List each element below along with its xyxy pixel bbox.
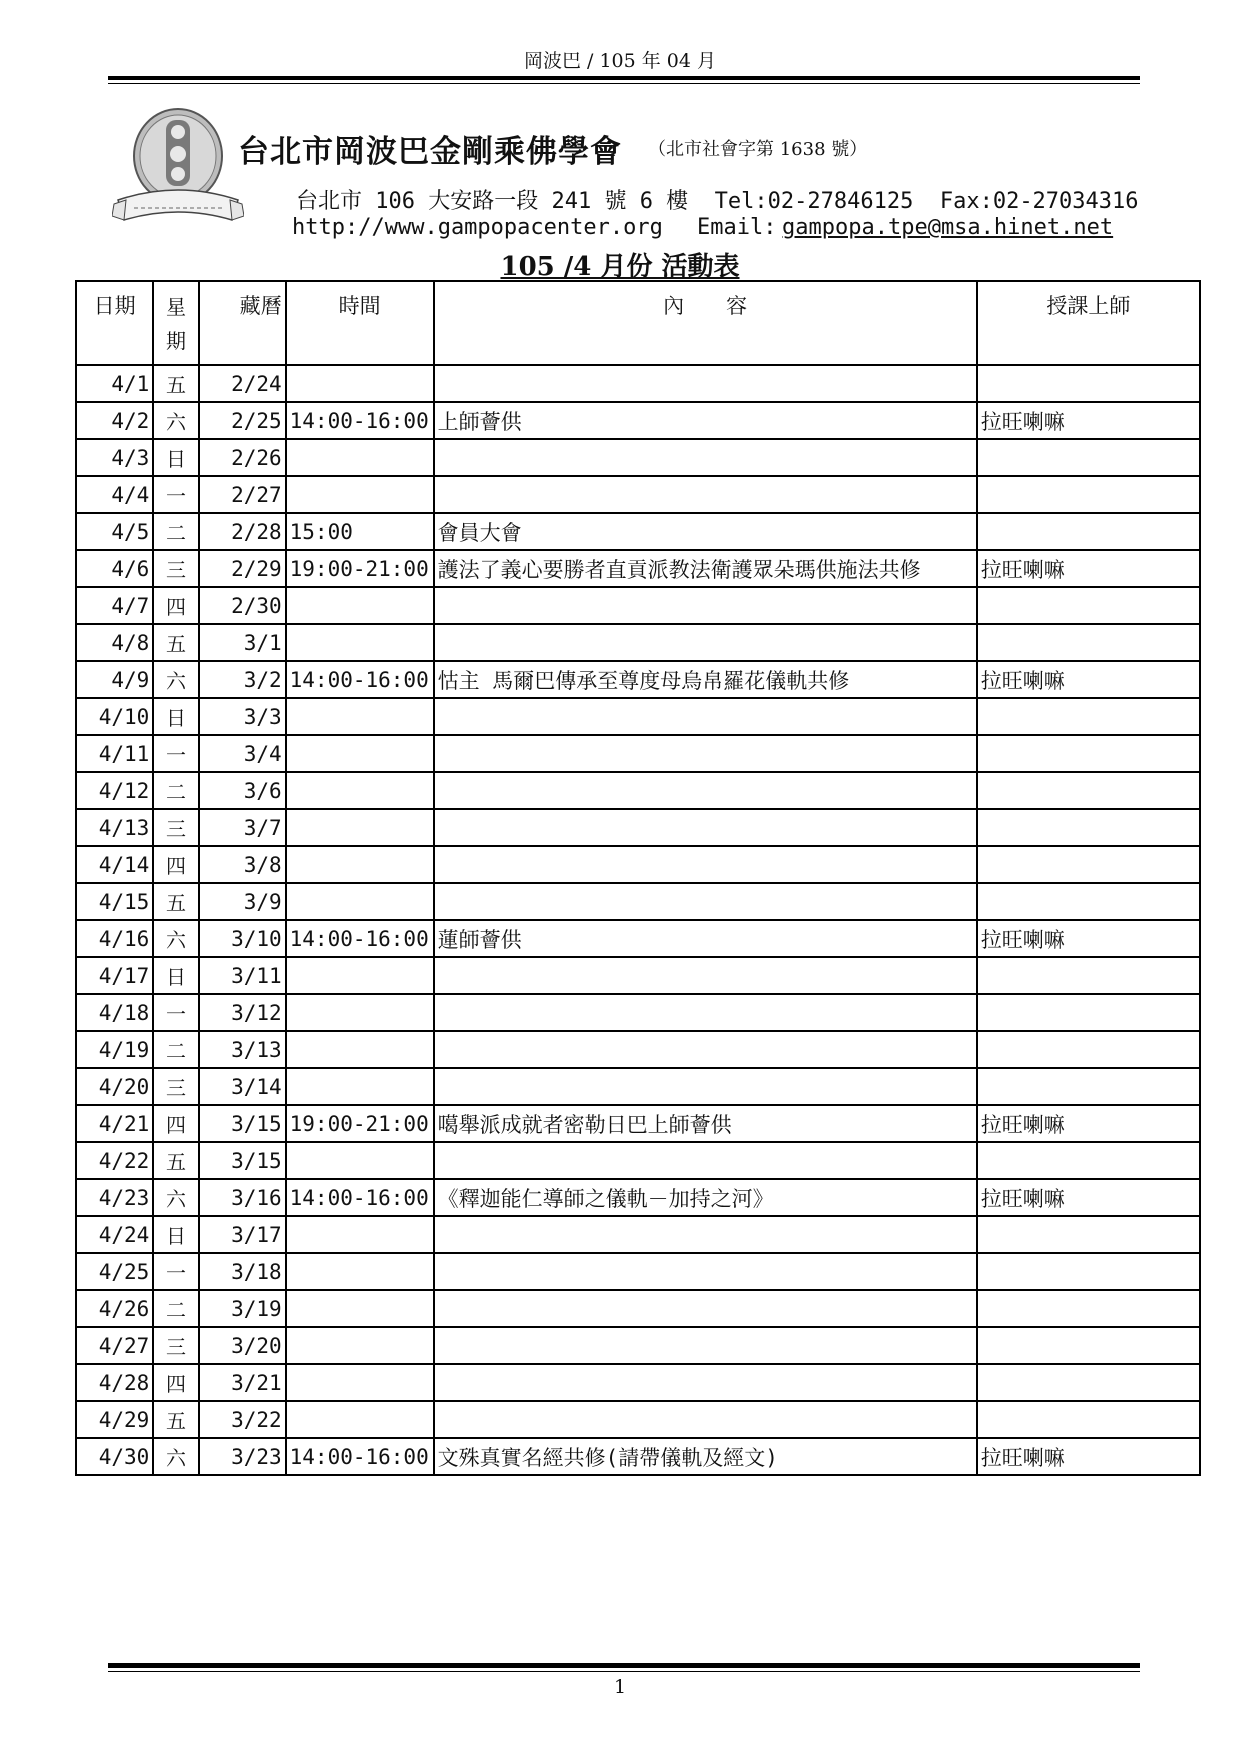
- table-row: [76, 1253, 1200, 1290]
- cell-content: [434, 1364, 977, 1401]
- cell-day-of-week: 日: [153, 698, 198, 735]
- table-row: [76, 402, 1200, 439]
- cell-content: [434, 994, 977, 1031]
- cell-teacher: 拉旺喇嘛: [977, 1105, 1200, 1142]
- cell-teacher: [977, 587, 1200, 624]
- cell-date: 4/4: [76, 476, 153, 513]
- header-rule-thin: [108, 83, 1140, 84]
- cell-teacher: [977, 1290, 1200, 1327]
- cell-teacher: [977, 365, 1200, 402]
- cell-time: [286, 439, 434, 476]
- table-row: [76, 1327, 1200, 1364]
- cell-date: 4/1: [76, 365, 153, 402]
- cell-time: [286, 994, 434, 1031]
- cell-tibetan-date: 3/14: [199, 1068, 286, 1105]
- cell-tibetan-date: 3/17: [199, 1216, 286, 1253]
- cell-content: 上師薈供: [434, 402, 977, 439]
- cell-teacher: [977, 1068, 1200, 1105]
- cell-tibetan-date: 3/1: [199, 624, 286, 661]
- cell-date: 4/7: [76, 587, 153, 624]
- cell-time: 19:00-21:00: [286, 550, 434, 587]
- table-row: [76, 809, 1200, 846]
- organization-name: 台北市岡波巴金剛乘佛學會: [238, 134, 622, 170]
- cell-content: 護法了義心要勝者直貢派教法衛護眾朵瑪供施法共修: [434, 550, 977, 587]
- table-row: [76, 846, 1200, 883]
- cell-tibetan-date: 3/22: [199, 1401, 286, 1438]
- cell-tibetan-date: 3/16: [199, 1179, 286, 1216]
- cell-tibetan-date: 2/30: [199, 587, 286, 624]
- cell-teacher: [977, 809, 1200, 846]
- cell-tibetan-date: 3/3: [199, 698, 286, 735]
- cell-day-of-week: 日: [153, 439, 198, 476]
- cell-content: [434, 1031, 977, 1068]
- cell-date: 4/9: [76, 661, 153, 698]
- cell-content: [434, 365, 977, 402]
- cell-content: [434, 1253, 977, 1290]
- cell-content: [434, 1216, 977, 1253]
- cell-time: [286, 1142, 434, 1179]
- cell-content: 噶舉派成就者密勒日巴上師薈供: [434, 1105, 977, 1142]
- header-content: 內 容: [434, 281, 977, 365]
- cell-content: [434, 1401, 977, 1438]
- header-tibetan-calendar: 藏曆: [199, 281, 286, 365]
- cell-day-of-week: 一: [153, 735, 198, 772]
- footer-rule-thin: [108, 1671, 1140, 1672]
- cell-content: 蓮師薈供: [434, 920, 977, 957]
- cell-tibetan-date: 3/21: [199, 1364, 286, 1401]
- cell-teacher: [977, 846, 1200, 883]
- cell-date: 4/26: [76, 1290, 153, 1327]
- cell-content: [434, 735, 977, 772]
- cell-content: [434, 439, 977, 476]
- cell-content: 怙主 馬爾巴傳承至尊度母烏帛羅花儀軌共修: [434, 661, 977, 698]
- cell-teacher: [977, 1031, 1200, 1068]
- table-row: [76, 1142, 1200, 1179]
- cell-teacher: [977, 1253, 1200, 1290]
- cell-tibetan-date: 3/6: [199, 772, 286, 809]
- cell-tibetan-date: 3/10: [199, 920, 286, 957]
- cell-tibetan-date: 3/2: [199, 661, 286, 698]
- cell-date: 4/27: [76, 1327, 153, 1364]
- cell-time: [286, 1290, 434, 1327]
- cell-date: 4/19: [76, 1031, 153, 1068]
- cell-teacher: [977, 513, 1200, 550]
- cell-day-of-week: 六: [153, 1438, 198, 1475]
- cell-date: 4/22: [76, 1142, 153, 1179]
- cell-content: [434, 1290, 977, 1327]
- cell-content: [434, 883, 977, 920]
- table-row: [76, 1179, 1200, 1216]
- cell-teacher: [977, 1364, 1200, 1401]
- cell-content: [434, 809, 977, 846]
- cell-time: [286, 476, 434, 513]
- cell-time: [286, 1327, 434, 1364]
- cell-content: [434, 476, 977, 513]
- cell-time: [286, 1401, 434, 1438]
- cell-date: 4/24: [76, 1216, 153, 1253]
- cell-teacher: 拉旺喇嘛: [977, 661, 1200, 698]
- cell-tibetan-date: 2/26: [199, 439, 286, 476]
- table-row: [76, 957, 1200, 994]
- cell-time: [286, 1031, 434, 1068]
- cell-day-of-week: 二: [153, 513, 198, 550]
- cell-teacher: 拉旺喇嘛: [977, 1438, 1200, 1475]
- cell-date: 4/28: [76, 1364, 153, 1401]
- website-link[interactable]: http://www.gampopacenter.org: [292, 215, 663, 240]
- cell-date: 4/13: [76, 809, 153, 846]
- cell-date: 4/2: [76, 402, 153, 439]
- cell-time: [286, 1068, 434, 1105]
- registration-number: （北市社會字第 1638 號）: [648, 139, 868, 160]
- cell-content: 會員大會: [434, 513, 977, 550]
- cell-date: 4/17: [76, 957, 153, 994]
- cell-date: 4/14: [76, 846, 153, 883]
- table-row: [76, 365, 1200, 402]
- running-header: 岡波巴 / 105 年 04 月: [523, 50, 717, 72]
- cell-date: 4/21: [76, 1105, 153, 1142]
- cell-content: [434, 698, 977, 735]
- cell-tibetan-date: 3/19: [199, 1290, 286, 1327]
- cell-teacher: [977, 1401, 1200, 1438]
- cell-day-of-week: 三: [153, 1068, 198, 1105]
- cell-tibetan-date: 2/27: [199, 476, 286, 513]
- table-row: [76, 698, 1200, 735]
- cell-day-of-week: 日: [153, 957, 198, 994]
- cell-content: [434, 1142, 977, 1179]
- cell-time: [286, 698, 434, 735]
- cell-teacher: [977, 439, 1200, 476]
- cell-teacher: [977, 772, 1200, 809]
- cell-tibetan-date: 3/11: [199, 957, 286, 994]
- table-row: [76, 1105, 1200, 1142]
- cell-date: 4/30: [76, 1438, 153, 1475]
- cell-tibetan-date: 3/20: [199, 1327, 286, 1364]
- cell-date: 4/15: [76, 883, 153, 920]
- cell-day-of-week: 五: [153, 1142, 198, 1179]
- cell-tibetan-date: 3/18: [199, 1253, 286, 1290]
- cell-teacher: [977, 1142, 1200, 1179]
- table-row: [76, 439, 1200, 476]
- schedule-table: [75, 280, 1201, 1476]
- cell-time: 14:00-16:00: [286, 1179, 434, 1216]
- table-row: [76, 1401, 1200, 1438]
- cell-time: [286, 809, 434, 846]
- cell-day-of-week: 五: [153, 1401, 198, 1438]
- cell-day-of-week: 五: [153, 883, 198, 920]
- cell-teacher: [977, 698, 1200, 735]
- cell-content: 文殊真實名經共修(請帶儀軌及經文): [434, 1438, 977, 1475]
- cell-tibetan-date: 3/15: [199, 1105, 286, 1142]
- cell-day-of-week: 三: [153, 550, 198, 587]
- cell-tibetan-date: 2/28: [199, 513, 286, 550]
- table-header-row: [76, 281, 1200, 365]
- cell-content: [434, 957, 977, 994]
- table-row: [76, 587, 1200, 624]
- schedule-body: [76, 365, 1200, 1475]
- cell-time: 19:00-21:00: [286, 1105, 434, 1142]
- table-row: [76, 735, 1200, 772]
- cell-day-of-week: 三: [153, 1327, 198, 1364]
- cell-date: 4/3: [76, 439, 153, 476]
- cell-day-of-week: 四: [153, 1105, 198, 1142]
- cell-date: 4/5: [76, 513, 153, 550]
- cell-teacher: [977, 1327, 1200, 1364]
- cell-content: [434, 846, 977, 883]
- cell-day-of-week: 二: [153, 1290, 198, 1327]
- cell-date: 4/18: [76, 994, 153, 1031]
- cell-teacher: 拉旺喇嘛: [977, 550, 1200, 587]
- cell-day-of-week: 二: [153, 772, 198, 809]
- cell-day-of-week: 四: [153, 1364, 198, 1401]
- header-time: 時間: [286, 281, 434, 365]
- table-row: [76, 1068, 1200, 1105]
- cell-content: [434, 624, 977, 661]
- cell-time: [286, 957, 434, 994]
- cell-time: [286, 1253, 434, 1290]
- cell-time: 14:00-16:00: [286, 661, 434, 698]
- cell-teacher: [977, 994, 1200, 1031]
- cell-tibetan-date: 3/23: [199, 1438, 286, 1475]
- cell-time: [286, 1216, 434, 1253]
- cell-tibetan-date: 2/29: [199, 550, 286, 587]
- cell-time: 15:00: [286, 513, 434, 550]
- cell-day-of-week: 五: [153, 624, 198, 661]
- cell-tibetan-date: 3/15: [199, 1142, 286, 1179]
- table-row: [76, 920, 1200, 957]
- schedule-title: [0, 246, 1240, 283]
- cell-time: 14:00-16:00: [286, 920, 434, 957]
- table-row: [76, 1031, 1200, 1068]
- cell-day-of-week: 六: [153, 661, 198, 698]
- table-row: [76, 1216, 1200, 1253]
- cell-teacher: [977, 957, 1200, 994]
- cell-tibetan-date: 3/7: [199, 809, 286, 846]
- cell-day-of-week: 一: [153, 994, 198, 1031]
- cell-teacher: [977, 476, 1200, 513]
- cell-date: 4/8: [76, 624, 153, 661]
- cell-time: [286, 846, 434, 883]
- cell-day-of-week: 一: [153, 1253, 198, 1290]
- header-teacher: 授課上師: [977, 281, 1200, 365]
- cell-date: 4/12: [76, 772, 153, 809]
- header-rule: [108, 76, 1140, 80]
- cell-teacher: [977, 883, 1200, 920]
- cell-time: 14:00-16:00: [286, 402, 434, 439]
- cell-day-of-week: 四: [153, 587, 198, 624]
- cell-teacher: 拉旺喇嘛: [977, 1179, 1200, 1216]
- cell-content: [434, 587, 977, 624]
- cell-tibetan-date: 3/4: [199, 735, 286, 772]
- cell-tibetan-date: 3/8: [199, 846, 286, 883]
- cell-day-of-week: 日: [153, 1216, 198, 1253]
- cell-date: 4/23: [76, 1179, 153, 1216]
- cell-tibetan-date: 2/25: [199, 402, 286, 439]
- cell-day-of-week: 一: [153, 476, 198, 513]
- table-row: [76, 1290, 1200, 1327]
- cell-time: [286, 587, 434, 624]
- footer-rule: [108, 1663, 1140, 1668]
- cell-day-of-week: 三: [153, 809, 198, 846]
- cell-content: [434, 772, 977, 809]
- cell-teacher: 拉旺喇嘛: [977, 402, 1200, 439]
- table-row: [76, 624, 1200, 661]
- table-row: [76, 1438, 1200, 1475]
- cell-day-of-week: 六: [153, 920, 198, 957]
- table-row: [76, 513, 1200, 550]
- table-row: [76, 883, 1200, 920]
- email-label: Email:: [697, 215, 777, 240]
- cell-tibetan-date: 3/12: [199, 994, 286, 1031]
- cell-date: 4/25: [76, 1253, 153, 1290]
- table-row: [76, 661, 1200, 698]
- cell-teacher: [977, 624, 1200, 661]
- cell-tibetan-date: 3/9: [199, 883, 286, 920]
- table-row: [76, 476, 1200, 513]
- cell-time: [286, 883, 434, 920]
- header-dow-text: 星期: [165, 295, 186, 353]
- cell-content: 《釋迦能仁導師之儀軌－加持之河》: [434, 1179, 977, 1216]
- cell-time: [286, 624, 434, 661]
- cell-tibetan-date: 2/24: [199, 365, 286, 402]
- table-row: [76, 772, 1200, 809]
- cell-teacher: 拉旺喇嘛: [977, 920, 1200, 957]
- table-row: [76, 994, 1200, 1031]
- cell-time: [286, 735, 434, 772]
- cell-day-of-week: 六: [153, 402, 198, 439]
- schedule-title-text: 105 /4 月份 活動表: [500, 252, 740, 282]
- cell-day-of-week: 二: [153, 1031, 198, 1068]
- organization-seal-logo: [112, 104, 244, 234]
- cell-date: 4/11: [76, 735, 153, 772]
- cell-content: [434, 1068, 977, 1105]
- cell-teacher: [977, 1216, 1200, 1253]
- email-link[interactable]: gampopa.tpe@msa.hinet.net: [782, 215, 1114, 240]
- cell-date: 4/6: [76, 550, 153, 587]
- cell-date: 4/29: [76, 1401, 153, 1438]
- cell-time: [286, 365, 434, 402]
- cell-teacher: [977, 735, 1200, 772]
- cell-tibetan-date: 3/13: [199, 1031, 286, 1068]
- cell-date: 4/16: [76, 920, 153, 957]
- cell-date: 4/20: [76, 1068, 153, 1105]
- cell-day-of-week: 四: [153, 846, 198, 883]
- header-day-of-week: [153, 281, 198, 365]
- cell-day-of-week: 六: [153, 1179, 198, 1216]
- cell-content: [434, 1327, 977, 1364]
- header-date: 日期: [76, 281, 153, 365]
- table-row: [76, 550, 1200, 587]
- cell-time: 14:00-16:00: [286, 1438, 434, 1475]
- cell-time: [286, 772, 434, 809]
- table-row: [76, 1364, 1200, 1401]
- page-number: 1: [613, 1676, 627, 1698]
- cell-date: 4/10: [76, 698, 153, 735]
- cell-time: [286, 1364, 434, 1401]
- cell-day-of-week: 五: [153, 365, 198, 402]
- address-line: 台北市 106 大安路一段 241 號 6 樓 Tel:02-27846125 Fax:02-27034316: [296, 189, 1139, 214]
